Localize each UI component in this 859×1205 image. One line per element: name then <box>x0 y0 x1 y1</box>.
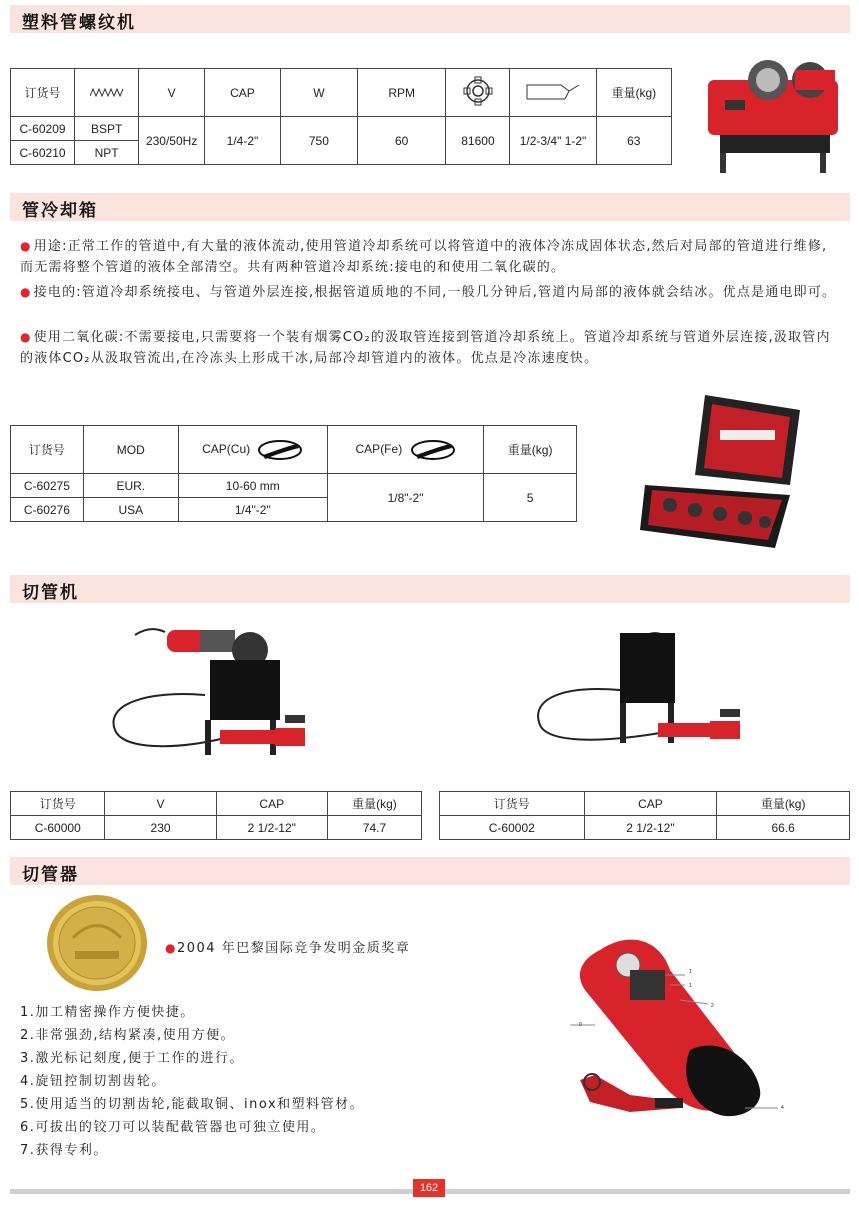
rpm-value: 60 <box>357 117 446 165</box>
col-weight: 重量(kg) <box>484 426 577 474</box>
threading-spec-table <box>10 68 672 165</box>
col-weight: 重量(kg) <box>596 69 671 117</box>
voltage-value: 230 <box>105 816 216 840</box>
col-watt: W <box>280 69 357 117</box>
col-capacity: CAP <box>205 69 281 117</box>
die-head-icon <box>446 69 510 117</box>
model: USA <box>83 498 178 522</box>
paragraph-text: 接电的:管道冷却系统接电、与管道外层连接,根据管道质地的不同,一般几分钟后,管道内局部的液体就会结冰。优点是通电即可。 <box>33 285 837 300</box>
pipe-cutting-machine-image <box>530 625 745 770</box>
section-title: 切管器 <box>22 865 79 885</box>
cooling-paragraph-usage <box>20 236 840 278</box>
watt-value: 750 <box>280 117 357 165</box>
table-header-row <box>11 426 577 474</box>
page-number: 162 <box>413 1179 445 1197</box>
tube-cutter-image <box>570 930 800 1125</box>
section-header-threading <box>10 5 850 33</box>
thread-type-icon <box>75 69 139 117</box>
section-title: 切管机 <box>22 583 79 603</box>
paragraph-text: 使用二氧化碳:不需要接电,只需要将一个装有烟雾CO₂的汲取管连接到管道冷却系统上。管道冷却系统与管道外层连接,汲取管内的液体CO₂从汲取管流出,在冷冻头上形成干冰,局部冷却管道内的液体。优点是冷冻速度快。 <box>20 330 831 366</box>
col-cap-fe: CAP(Fe) <box>327 426 483 474</box>
cooling-spec-table <box>10 425 577 522</box>
col-rpm: RPM <box>357 69 446 117</box>
section-title: 塑料管螺纹机 <box>22 13 136 33</box>
order-code: C-60275 <box>11 474 84 498</box>
cutter-machine-table-right <box>439 791 850 840</box>
weight-value: 74.7 <box>327 816 421 840</box>
section-title: 管冷却箱 <box>22 201 98 221</box>
list-item: 5.使用适当的切割齿轮,能截取铜、inox和塑料管材。 <box>20 1097 365 1112</box>
voltage-value: 230/50Hz <box>139 117 205 165</box>
callout-label: 4 <box>781 1105 784 1111</box>
cooling-case-image <box>640 390 810 550</box>
col-weight: 重量(kg) <box>327 792 421 816</box>
col-voltage: V <box>139 69 205 117</box>
order-code: C-60210 <box>11 141 75 165</box>
table-header-row <box>11 69 672 117</box>
col-order-no: 订货号 <box>11 792 105 816</box>
section-header-cutter <box>10 857 850 885</box>
die-head-value: 81600 <box>446 117 510 165</box>
col-order-no: 订货号 <box>11 69 75 117</box>
list-item: 3.激光标记刻度,便于工作的进行。 <box>20 1051 245 1066</box>
thread-type: NPT <box>75 141 139 165</box>
cap-cu: 1/4"-2" <box>178 498 327 522</box>
pipe-profile-icon <box>510 69 596 117</box>
table-row <box>440 816 850 840</box>
callout-label: 1 <box>689 983 692 989</box>
capacity-value: 2 1/2-12" <box>584 816 717 840</box>
capacity-value: 2 1/2-12" <box>216 816 327 840</box>
col-weight: 重量(kg) <box>717 792 850 816</box>
list-item: 2.非常强劲,结构紧凑,使用方便。 <box>20 1028 236 1043</box>
threading-machine-image <box>700 50 850 175</box>
order-code: C-60002 <box>440 816 585 840</box>
iron-pipe-icon <box>410 439 456 461</box>
weight-value: 5 <box>484 474 577 522</box>
list-item: 7.获得专利。 <box>20 1143 108 1158</box>
table-row <box>11 117 672 141</box>
order-code: C-60276 <box>11 498 84 522</box>
bullet-icon: ● <box>20 330 32 344</box>
list-item: 4.旋钮控制切割齿轮。 <box>20 1074 166 1089</box>
col-capacity: CAP <box>216 792 327 816</box>
col-order-no: 订货号 <box>11 426 84 474</box>
section-header-cooling <box>10 193 850 221</box>
gold-medal-image <box>45 893 150 993</box>
cooling-paragraph-electric <box>20 282 840 303</box>
weight-value: 66.6 <box>717 816 850 840</box>
callout-label: 2 <box>711 1003 714 1009</box>
cooling-paragraph-co2 <box>20 327 840 369</box>
pipe-cutting-machine-image <box>105 620 310 770</box>
bullet-icon: ● <box>20 285 32 299</box>
table-header-row <box>440 792 850 816</box>
bullet-icon: ● <box>20 239 32 253</box>
order-code: C-60000 <box>11 816 105 840</box>
table-row <box>11 474 577 498</box>
col-capacity: CAP <box>584 792 717 816</box>
bullet-icon: ● <box>165 941 177 955</box>
cutter-machine-table-left <box>10 791 422 840</box>
list-item: 6.可拔出的铰刀可以装配截管器也可独立使用。 <box>20 1120 326 1135</box>
paragraph-text: 用途:正常工作的管道中,有大量的液体流动,使用管道冷却系统可以将管道中的液体冷冻成固体状态,然后对局部的管道进行维修,而无需将整个管道的液体全部清空。共有两种管道冷却系统:接电的和使用二氧化碳的。 <box>20 239 828 275</box>
capacity-value: 1/4-2" <box>205 117 281 165</box>
feature-list <box>20 1001 364 1162</box>
cap-fe: 1/8"-2" <box>327 474 483 522</box>
callout-label: 0 <box>579 1022 582 1028</box>
award-label: 2004 年巴黎国际竞争发明金质奖章 <box>176 941 411 956</box>
order-code: C-60209 <box>11 117 75 141</box>
col-cap-cu: CAP(Cu) <box>178 426 327 474</box>
cap-cu: 10-60 mm <box>178 474 327 498</box>
list-item: 1.加工精密操作方便快捷。 <box>20 1005 195 1020</box>
range-value: 1/2-3/4" 1-2" <box>510 117 596 165</box>
col-model: MOD <box>83 426 178 474</box>
award-text <box>165 937 410 956</box>
col-order-no: 订货号 <box>440 792 585 816</box>
model: EUR. <box>83 474 178 498</box>
callout-label: 1 <box>689 969 692 975</box>
weight-value: 63 <box>596 117 671 165</box>
col-voltage: V <box>105 792 216 816</box>
section-header-cutter-machine <box>10 575 850 603</box>
thread-type: BSPT <box>75 117 139 141</box>
copper-pipe-icon <box>257 439 303 461</box>
table-row <box>11 816 422 840</box>
table-header-row <box>11 792 422 816</box>
